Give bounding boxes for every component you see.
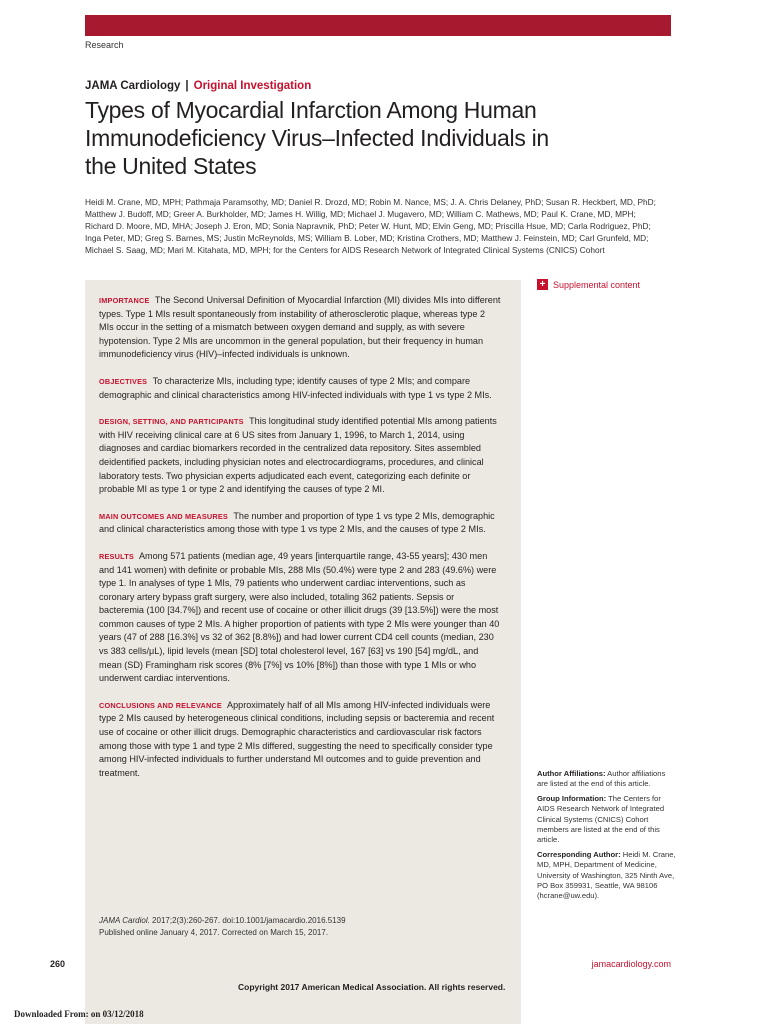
supplemental-content-label: Supplemental content — [553, 279, 641, 290]
citation-details: 2017;2(3):260-267. doi:10.1001/jamacardio.2016.5139 — [149, 916, 346, 925]
abstract-outcomes — [99, 510, 501, 537]
download-stamp: Downloaded From: on 03/12/2018 — [14, 1009, 144, 1019]
citation-journal: JAMA Cardiol. — [99, 916, 150, 925]
abstract-heading: RESULTS — [99, 551, 134, 561]
abstract-text: The number and proportion of type 1 vs type 2 MIs, demographic and clinical characteristics among those with type 1 vs type 2 MIs, and the causes of type 2 MIs. — [99, 510, 495, 535]
section-label: Research — [85, 40, 124, 50]
abstract-heading: IMPORTANCE — [99, 296, 150, 305]
abstract-content — [99, 294, 501, 793]
abstract-design — [99, 415, 501, 497]
abstract-box — [85, 280, 521, 1024]
abstract-results — [99, 550, 501, 686]
abstract-heading: DESIGN, SETTING, AND PARTICIPANTS — [99, 417, 244, 427]
group-label: Group Information: — [537, 793, 607, 803]
article-title: Types of Myocardial Infarction Among Human Immunodeficiency Virus–Infected Individuals in the United States — [85, 97, 549, 179]
article-sidebar — [537, 769, 677, 906]
author-affiliations — [537, 769, 677, 790]
supplemental-content-link[interactable] — [537, 279, 640, 290]
affiliations-text: Author affiliations are listed at the end of this article. — [537, 769, 666, 789]
corresponding-label: Corresponding Author: — [537, 849, 621, 859]
affiliations-label: Author Affiliations: — [537, 769, 606, 778]
journal-line — [85, 80, 311, 92]
journal-separator: | — [185, 80, 189, 92]
abstract-text: This longitudinal study identified potential MIs among patients with HIV receiving clinical care at 6 US sites from January 1, 1996, to March 1, 2014, using diagnoses and cardiac biomarkers recorded in the centralized data repository. Sites assembled deidentified packets, including physician notes and electrocardiograms, procedures, and clinical laboratory tests. Two physician experts adjudicated each event, categorizing each definite or probable MI as type 1 or type 2 and identifying the causes of type 2 MI. — [99, 416, 497, 495]
corresponding-text: Heidi M. Crane, MD, MPH, Department of Medicine, University of Washington, 325 Ninth Ave, PO Box 359931, Seattle, WA 98106 (hcrane@uw.edu). — [537, 849, 676, 901]
citation-line — [99, 915, 499, 927]
abstract-conclusions — [99, 699, 501, 781]
group-text: The Centers for AIDS Research Network of Integrated Clinical Systems (CNICS) Cohort members are listed at the end of this article. — [537, 793, 665, 845]
abstract-importance — [99, 294, 501, 362]
abstract-heading: MAIN OUTCOMES AND MEASURES — [99, 511, 228, 521]
abstract-text: Approximately half of all MIs among HIV-infected individuals were type 2 MIs caused by heterogeneous clinical conditions, including sepsis or bacteremia and recent use of cocaine or other illicit drugs. Demographic characteristics and cardiovascular risk factors among those with type 1 and type 2 MIs differed, suggesting the need to specifically consider type among HIV-infected individuals to further understand MI outcomes and to guide prevention and treatment. — [99, 699, 495, 778]
abstract-text: The Second Universal Definition of Myocardial Infarction (MI) divides MIs into different types. Type 1 MIs result spontaneously from instability of atherosclerotic plaque, whereas type 2 MIs occur in the setting of a mismatch between oxygen demand and supply, as with severe hypotension. Type 2 MIs are uncommon in the general population, but their frequency in human immunodeficiency virus (HIV)–infected individuals is unknown. — [99, 295, 501, 360]
abstract-heading: CONCLUSIONS AND RELEVANCE — [99, 700, 222, 710]
page-number: 260 — [50, 959, 66, 969]
journal-name: JAMA Cardiology — [85, 80, 181, 92]
group-information — [537, 794, 677, 846]
publication-date: Published online January 4, 2017. Corrected on March 15, 2017. — [99, 927, 329, 937]
abstract-text: To characterize MIs, including type; identify causes of type 2 MIs; and compare demographic and clinical characteristics among HIV-infected individuals with type 1 vs type 2 MIs. — [99, 375, 492, 400]
citation — [99, 915, 499, 938]
copyright-notice: Copyright 2017 American Medical Association. All rights reserved. — [238, 982, 506, 992]
journal-header-bar — [85, 15, 671, 36]
abstract-text: Among 571 patients (median age, 49 years [interquartile range, 43-55 years]; 430 men and 141 women) with definite or probable MIs, 288 MIs (50.4%) were type 2 and 283 (49.6%) were type 1. In analyses of type 1 MIs, 79 patients who underwent cardiac interventions, such as coronary artery bypass graft surgery, were also included, totaling 362 patients. Sepsis or bacteremia (100 [34.7%]) and recent use of cocaine or other illicit drugs (39 [13.5%]) were the most common causes of type 2 MIs. A higher proportion of patients with type 2 MIs were younger than 40 years (47 of 288 [16.3%] vs 32 of 362 [8.8%]) and had lower current CD4 cell counts (median, 230 vs 383 cells/μL), lipid levels (mean [SD] total cholesterol level, 167 [63] vs 190 [54] mg/dL, and mean (SD) Framingham risk scores (8% [7%] vs 10% [8%]) than those with type 1 MIs or who underwent cardiac interventions. — [99, 550, 500, 684]
plus-icon: + — [537, 279, 548, 290]
corresponding-author — [537, 850, 677, 902]
author-list: Heidi M. Crane, MD, MPH; Pathmaja Paramsothy, MD; Daniel R. Drozd, MD; Robin M. Nance, MS; J. A. Chris Delaney, PhD; Susan R. Heckbert, MD, PhD; Matthew J. Budoff, MD; Greer A. Burkholder, MD; James H. Willig, MD; Michael J. Mugavero, MD; William C. Mathews, MD; Paul K. Crane, MD, MPH; Richard D. Moore, MD, MHA; Joseph J. Eron, MD; Sonia Napravnik, PhD; Peter W. Hunt, MD; Elvin Geng, MD; Priscilla Hsue, MD; Carla Rodriguez, PhD; Inga Peter, MD; Greg S. Barnes, MS; Justin McReynolds, MS; William B. Lober, MD; Kristina Crothers, MD; Matthew J. Feinstein, MD; Carl Grunfeld, MD; Michael S. Saag, MD; Mari M. Kitahata, MD, MPH; for the Centers for AIDS Research Network of Integrated Clinical Systems (CNICS) Cohort — [85, 197, 656, 255]
abstract-heading: OBJECTIVES — [99, 376, 148, 386]
journal-url-link[interactable]: jamacardiology.com — [591, 959, 671, 969]
article-type: Original Investigation — [193, 80, 312, 92]
abstract-objectives — [99, 375, 501, 402]
